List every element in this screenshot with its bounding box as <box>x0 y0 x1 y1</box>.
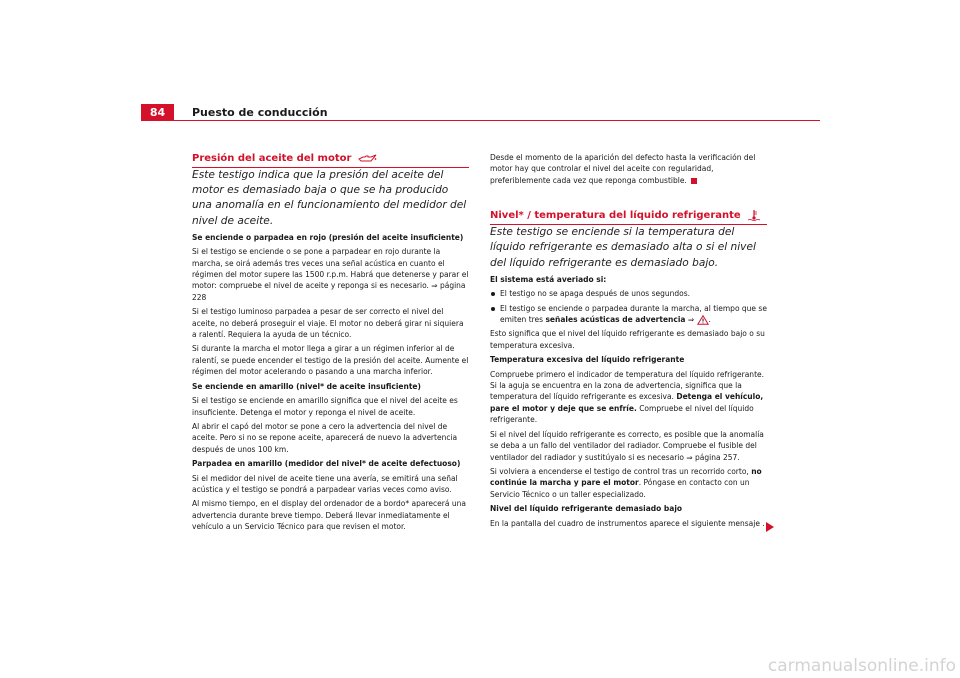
oil-can-icon <box>357 154 377 164</box>
paragraph-text: Si volviera a encenderse el testigo de control tras un recorrido corto, <box>490 466 749 476</box>
subheading-fault: El sistema está averiado si: <box>490 274 607 284</box>
paragraph <box>490 466 767 500</box>
section-intro: Este testigo se enciende si la temperatura del líquido refrigerante es demasiado alta o si el nivel del líquido refrigerante es demasiado bajo. <box>490 226 756 269</box>
page-header-title: Puesto de conducción <box>192 106 328 119</box>
paragraph: En la pantalla del cuadro de instrumentos aparece el siguiente mensaje . <box>490 518 765 528</box>
subheading-low-level: Nivel del líquido refrigerante demasiado bajo <box>490 504 683 514</box>
paragraph: Si el testigo se enciende en amarillo significa que el nivel del aceite es insuficiente. Detenga el motor y reponga el nivel de aceite. <box>192 396 458 417</box>
cross-ref-arrow: ⇒ <box>687 315 695 325</box>
paragraph: Si el medidor del nivel de aceite tiene una avería, se emitirá una señal acústica y el testigo se pondrá a parpadear varias veces como aviso. <box>192 473 458 494</box>
warning-triangle-icon <box>697 315 709 325</box>
paragraph: Esto significa que el nivel del líquido refrigerante es demasiado bajo o su temperatura excesiva. <box>490 329 765 350</box>
page-number: 84 <box>141 104 174 121</box>
coolant-temperature-icon <box>747 209 761 222</box>
paragraph: Si el testigo se enciende o se pone a parpadear en rojo durante la marcha, se oirá además tres veces una señal acústica en cuanto el régimen del motor supere las 1500 r.p.m. Habrá que detenerse y parar el motor: compruebe el nivel de aceite y reponga si es necesario. ⇒ página 228 <box>192 247 469 302</box>
subheading-yellow-blink: Parpadea en amarillo (medidor del nivel* de aceite defectuoso) <box>192 459 461 469</box>
paragraph <box>490 369 767 426</box>
bullet-item: El testigo se enciende o parpadea durante la marcha, al tiempo que se emiten tres señales acústicas de advertencia ⇒ . <box>490 303 767 326</box>
left-column <box>192 152 469 536</box>
paragraph: Si el nivel del líquido refrigerante es correcto, es posible que la anomalía se deba a un fallo del ventilador del radiador. Compruebe el fusible del ventilador del radiador y sustitúyalo si es necesario ⇒ página 257. <box>490 429 764 462</box>
next-page-arrow-icon <box>765 521 775 533</box>
paragraph-text: Compruebe el nivel del líquido refrigerante. <box>490 403 754 425</box>
paragraph-emphasis: Detenga el vehículo, pare el motor y deje que se enfríe. <box>490 392 764 413</box>
section-title-text: Presión del aceite del motor <box>192 153 352 164</box>
section-title-text: Nivel* / temperatura del líquido refrigerante <box>490 210 741 222</box>
paragraph-text: . Póngase en contacto con un Servicio Técnico o un taller especializado. <box>490 478 750 499</box>
bullet-emphasis: señales acústicas de advertencia <box>545 315 686 325</box>
bullet-item: El testigo no se apaga después de unos segundos. <box>490 288 767 299</box>
right-column <box>490 152 767 532</box>
section-intro: Este testigo indica que la presión del aceite del motor es demasiado baja o que se ha producido una anomalía en el funcionamiento del medidor del nivel de aceite. <box>192 169 467 227</box>
subheading-yellow: Se enciende en amarillo (nivel* de aceite insuficiente) <box>192 381 421 391</box>
paragraph-text: Desde el momento de la aparición del defecto hasta la verificación del motor hay que controlar el nivel del aceite con regularidad, preferiblemente cada vez que reponga combustible. <box>490 153 756 185</box>
paragraph: Al abrir el capó del motor se pone a cero la advertencia del nivel de aceite. Pero si no se repone aceite, aparecerá de nuevo la advertencia después de unos 100 km. <box>192 421 458 454</box>
header-rule <box>174 120 820 121</box>
section-title-coolant <box>490 209 767 225</box>
paragraph: Al mismo tiempo, en el display del ordenador de a bordo* aparecerá una advertencia durante breve tiempo. Deberá llevar inmediatamente el vehículo a un Servicio Técnico para que revisen el motor. <box>192 499 466 532</box>
bullet-text: El testigo se enciende o parpadea durante la marcha, al tiempo que se emiten tres <box>500 303 767 325</box>
paragraph: Si el testigo luminoso parpadea a pesar de ser correcto el nivel del aceite, no deberá proseguir el viaje. El motor no deberá girar ni siquiera a ralentí. Requiera la ayuda de un técnico. <box>192 307 464 340</box>
paragraph-emphasis: no continúe la marcha y pare el motor <box>490 466 762 488</box>
paragraph: Si durante la marcha el motor llega a girar a un régimen inferior al de ralentí, se puede encender el testigo de la presión del aceite. Aumente el régimen del motor acelerando o pasando a una marcha inferior. <box>192 344 469 377</box>
section-end-mark <box>691 178 697 184</box>
watermark: carmanualsonline.info <box>767 656 956 676</box>
section-title-oil-pressure <box>192 152 469 168</box>
paragraph <box>490 152 767 186</box>
subheading-overheat: Temperatura excesiva del líquido refrigerante <box>490 355 685 365</box>
subheading-red: Se enciende o parpadea en rojo (presión del aceite insuficiente) <box>192 232 464 242</box>
paragraph-text: Compruebe primero el indicador de temperatura del líquido refrigerante. Si la aguja se encuentra en la zona de advertencia, significa que la temperatura del líquido refrigerante es excesiva. <box>490 369 765 402</box>
